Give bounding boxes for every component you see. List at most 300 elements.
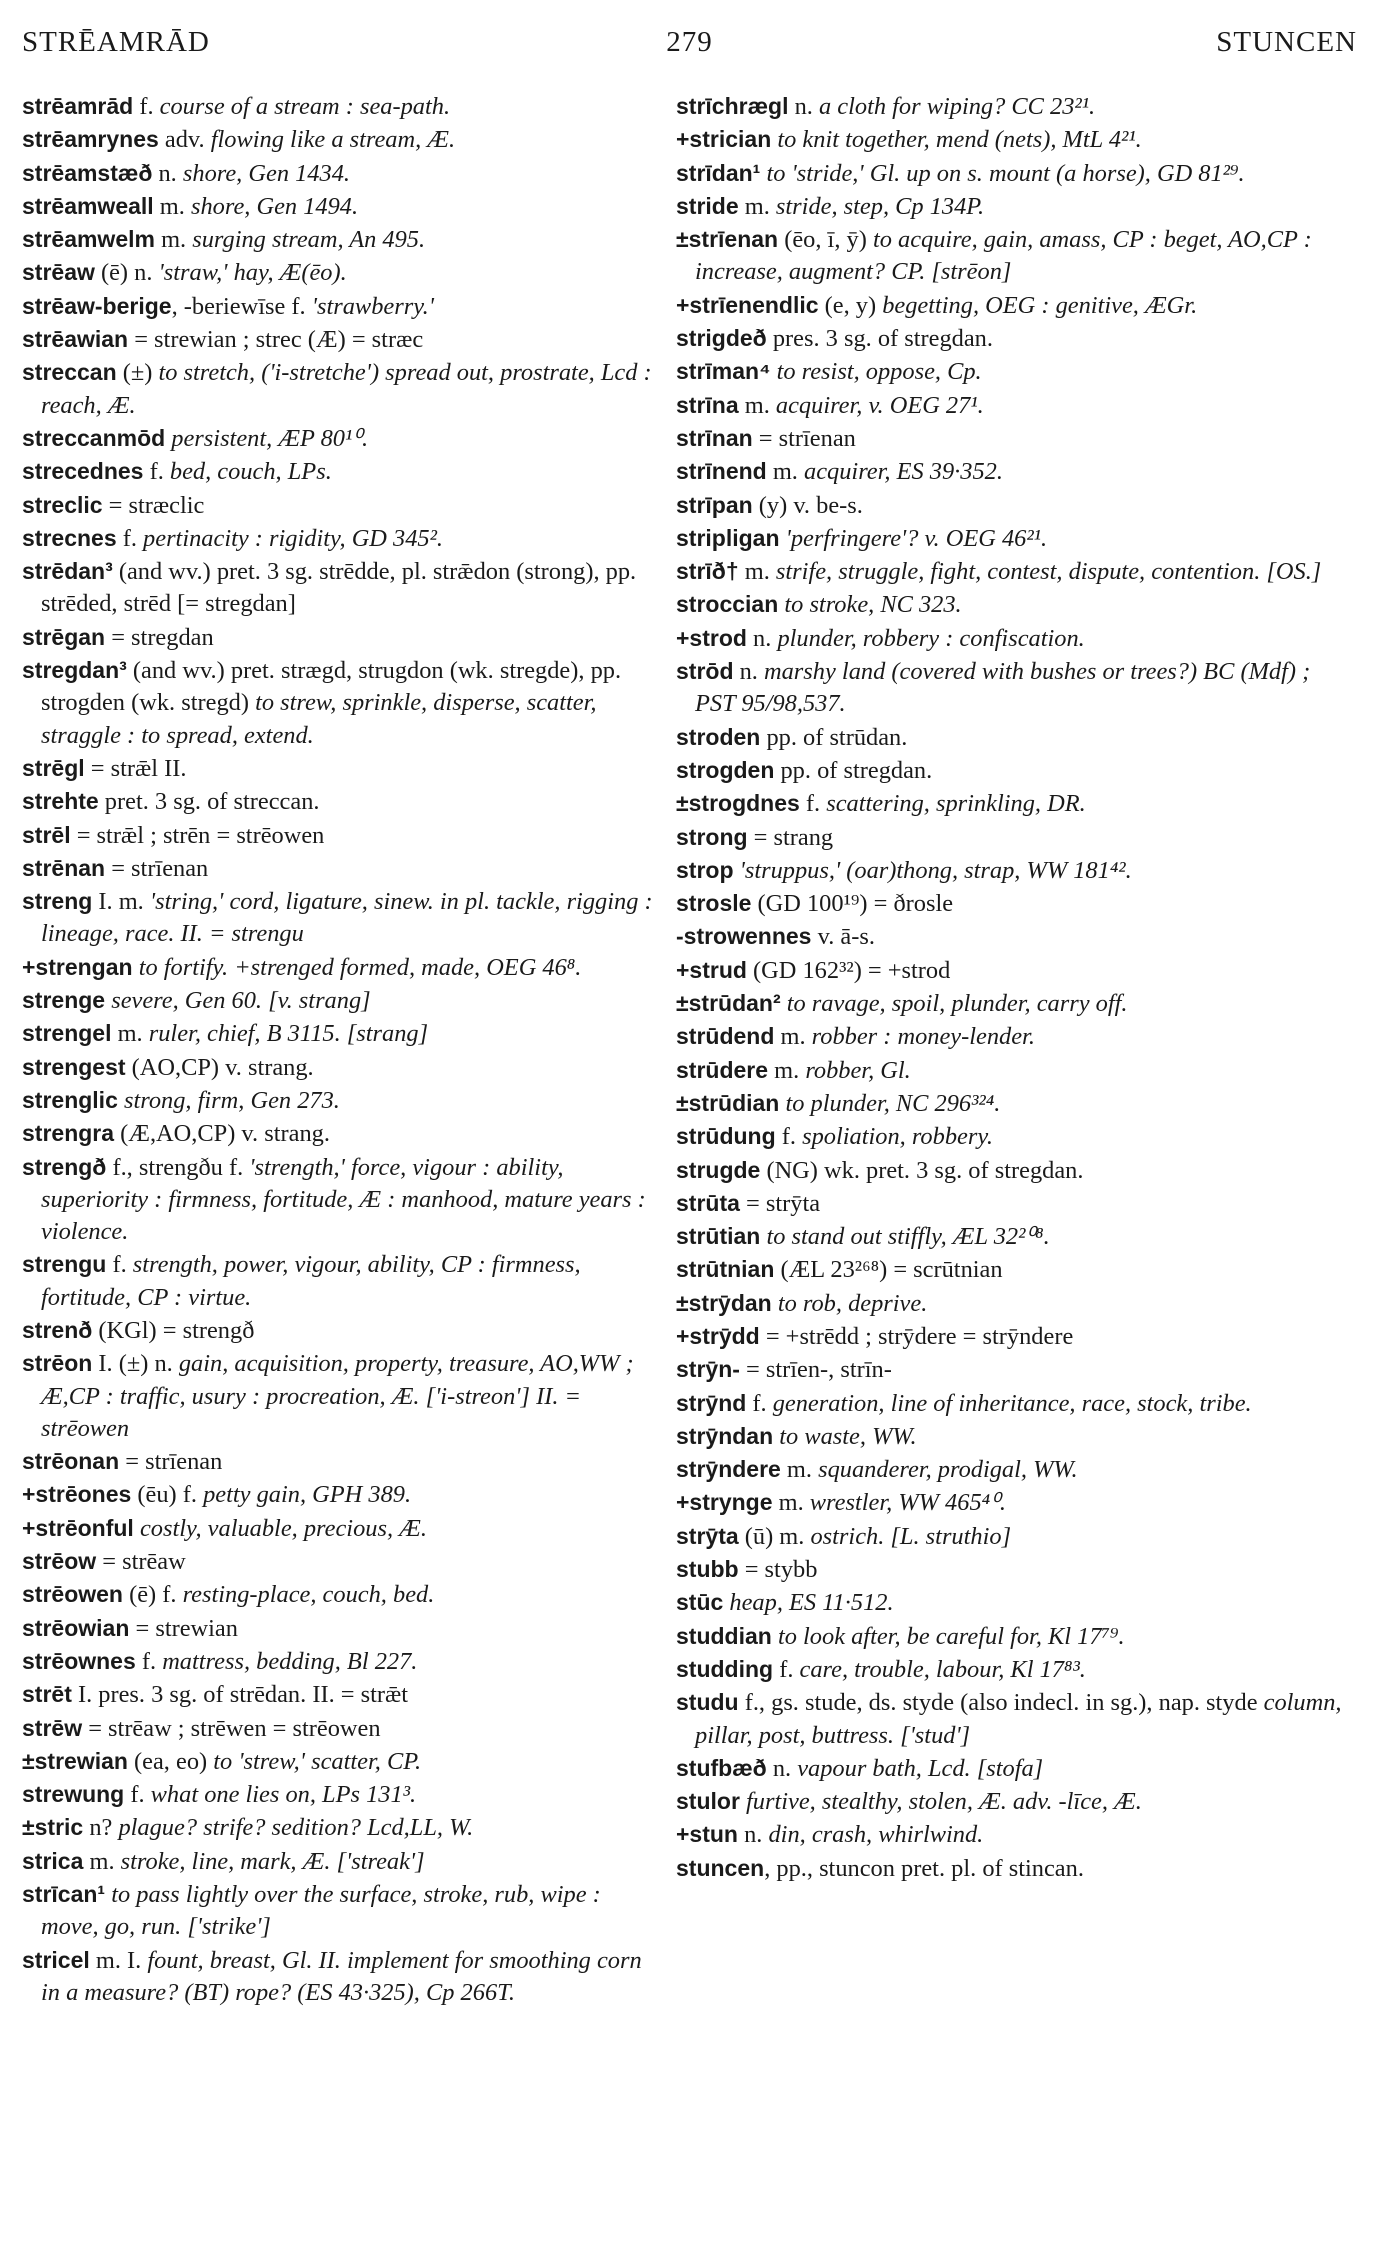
- grammar-note: pret. 3 sg. of streccan.: [98, 788, 320, 816]
- dictionary-entry: [22, 621, 662, 654]
- headword: strīdan¹: [676, 159, 761, 186]
- grammar-note: m.: [780, 1456, 819, 1484]
- headword: stripligan: [676, 524, 780, 551]
- headword: strenge: [22, 987, 106, 1014]
- headword: +strīenendlic: [676, 291, 819, 318]
- headword: strūtian: [676, 1223, 761, 1250]
- grammar-note: n.: [788, 93, 819, 120]
- dictionary-entry: [22, 90, 662, 123]
- dictionary-entry: [22, 852, 662, 885]
- gloss: to stand out stiffly, ÆL 32²⁰⁸.: [766, 1223, 1050, 1251]
- grammar-note: m.: [83, 1847, 121, 1875]
- dictionary-entry: [22, 522, 662, 555]
- grammar-note: = strīenan: [105, 854, 209, 882]
- grammar-note: f.: [746, 1389, 773, 1417]
- grammar-note: f.: [124, 1781, 151, 1809]
- headword: strīna: [676, 391, 739, 418]
- headword: strengra: [22, 1120, 115, 1147]
- dictionary-entry: [22, 1545, 662, 1578]
- headword: strīð†: [676, 558, 739, 585]
- gloss: to rob, deprive.: [777, 1289, 928, 1317]
- gloss: resting-place, couch, bed.: [182, 1581, 435, 1609]
- dictionary-entry: [22, 223, 662, 256]
- grammar-note: = strīenan: [752, 424, 856, 452]
- grammar-note: (ea, eo): [127, 1747, 214, 1775]
- gloss: strength, power, vigour, ability, CP : firmness, fortitude, CP : virtue.: [41, 1251, 581, 1311]
- headword: strēow: [22, 1548, 97, 1575]
- headword: strenglic: [22, 1086, 118, 1113]
- page-header: [22, 14, 1357, 64]
- headword: +strēones: [22, 1481, 132, 1508]
- grammar-note: = strīen-, strīn-: [739, 1356, 892, 1384]
- grammar-note: adv.: [158, 126, 211, 154]
- grammar-note: v. ā-s.: [811, 923, 875, 951]
- grammar-note: , -beriewīse f.: [171, 292, 312, 320]
- dictionary-entry: [22, 1811, 662, 1844]
- gloss: to knit together, mend (nets), MtL 4²¹.: [777, 126, 1142, 154]
- grammar-note: m.: [738, 391, 776, 419]
- dictionary-entry: [676, 1520, 1356, 1553]
- dictionary-entry: [22, 1612, 662, 1645]
- headword: strēgl: [22, 754, 85, 781]
- gloss: gain, acquisition, property, treasure, AO,WW ; Æ,CP : traffic, usury : procreation, Æ. ['i-streon'] II. = strēowen: [41, 1350, 634, 1442]
- dictionary-entry: [676, 1553, 1356, 1586]
- grammar-note: (and wv.) pret. 3 sg. strēdde, pl. strǣdon (strong), pp. strēded, strēd [= stregdan]: [41, 558, 637, 618]
- dictionary-entry: [676, 489, 1356, 522]
- headword: strȳn-: [676, 1356, 740, 1383]
- gloss: 'struppus,' (oar)thong, strap, WW 181⁴².: [739, 856, 1132, 884]
- gloss: stroke, line, mark, Æ. ['streak']: [120, 1847, 425, 1875]
- headword: strȳndan: [676, 1422, 774, 1449]
- gloss: what one lies on, LPs 131³.: [150, 1781, 417, 1809]
- gloss: to pass lightly over the surface, stroke, rub, wipe : move, go, run. ['strike']: [41, 1881, 601, 1941]
- gloss: to resist, oppose, Cp.: [776, 358, 982, 386]
- headword: strugde: [676, 1156, 761, 1183]
- headword: streng: [22, 888, 93, 915]
- grammar-note: = strīenan: [119, 1448, 223, 1476]
- dictionary-entry: [676, 1187, 1356, 1220]
- headword: ±strogdnes: [676, 790, 800, 817]
- gloss: spoliation, robbery.: [802, 1123, 993, 1151]
- gloss: strong, firm, Gen 273.: [123, 1086, 340, 1114]
- gloss: flowing like a stream, Æ.: [210, 126, 456, 154]
- headword: stricel: [22, 1946, 90, 1973]
- grammar-note: = stræclic: [102, 491, 205, 519]
- dictionary-entry: [676, 1253, 1356, 1286]
- headword: studu: [676, 1689, 739, 1716]
- dictionary-entry: [676, 821, 1356, 854]
- dictionary-entry: [676, 422, 1356, 455]
- gloss: to fortify. +strenged formed, made, OEG 46⁸.: [138, 953, 582, 981]
- headword: strēowen: [22, 1581, 123, 1608]
- grammar-note: m.: [738, 558, 776, 586]
- dictionary-entry: [676, 1686, 1356, 1752]
- headword: strengel: [22, 1020, 112, 1047]
- grammar-note: I. m.: [92, 888, 150, 916]
- dictionary-entry: [676, 455, 1356, 488]
- dictionary-entry: [22, 1478, 662, 1511]
- dictionary-entry: [676, 1120, 1356, 1153]
- gloss: furtive, stealthy, stolen, Æ. adv. -līce, Æ.: [746, 1788, 1142, 1816]
- headword: stroden: [676, 723, 761, 750]
- headword: streccanmōd: [22, 424, 166, 451]
- gloss: bed, couch, LPs.: [169, 458, 332, 486]
- right-guide-word: STUNCEN: [1216, 26, 1357, 58]
- dictionary-entry: [676, 1054, 1356, 1087]
- dictionary-entry: [676, 1818, 1356, 1851]
- left-column: [22, 90, 662, 2243]
- gloss: strife, struggle, fight, contest, dispute, contention. [OS.]: [775, 558, 1322, 586]
- headword: strop: [676, 856, 734, 883]
- headword: +strynge: [676, 1489, 773, 1516]
- headword: strenð: [22, 1316, 93, 1343]
- grammar-note: = strǣl ; strēn = strēowen: [70, 821, 325, 849]
- dictionary-entry: [22, 1248, 662, 1314]
- grammar-note: (ēu) f.: [131, 1481, 204, 1509]
- gloss: column, pillar, post, buttress. ['stud']: [695, 1689, 1342, 1749]
- dictionary-entry: [22, 190, 662, 223]
- dictionary-entry: [676, 157, 1356, 190]
- gloss: ostrich. [L. struthio]: [810, 1522, 1012, 1550]
- headword: strēgan: [22, 623, 106, 650]
- gloss: din, crash, whirlwind.: [768, 1821, 984, 1849]
- gloss: to 'strew,' scatter, CP.: [213, 1747, 422, 1775]
- dictionary-entry: [22, 123, 662, 156]
- left-guide-word: STRĒAMRĀD: [22, 26, 210, 58]
- grammar-note: f.: [143, 458, 170, 486]
- grammar-note: (ē) f.: [122, 1581, 183, 1609]
- grammar-note: n?: [83, 1814, 119, 1842]
- headword: strogden: [676, 756, 775, 783]
- headword: ±strewian: [22, 1747, 128, 1774]
- headword: strēl: [22, 821, 71, 848]
- dictionary-entry: [676, 555, 1356, 588]
- headword: strica: [22, 1847, 84, 1874]
- headword: strehte: [22, 788, 99, 815]
- dictionary-entry: [676, 920, 1356, 953]
- grammar-note: m. I.: [89, 1946, 148, 1974]
- headword: strūta: [676, 1189, 740, 1216]
- gloss: robber : money-lender.: [811, 1023, 1035, 1051]
- dictionary-entry: [676, 123, 1356, 156]
- grammar-note: (NG) wk. pret. 3 sg. of stregdan.: [760, 1156, 1084, 1184]
- headword: strȳnd: [676, 1389, 747, 1416]
- headword: strȳndere: [676, 1456, 781, 1483]
- headword: +strengan: [22, 953, 133, 980]
- headword: streclic: [22, 491, 103, 518]
- grammar-note: m.: [154, 226, 193, 254]
- headword: strēnan: [22, 854, 106, 881]
- dictionary-entry: [676, 190, 1356, 223]
- grammar-note: (GD 162³²) = +strod: [746, 956, 951, 984]
- right-column: [676, 90, 1356, 2243]
- headword: ±stric: [22, 1814, 84, 1841]
- dictionary-entry: [676, 1420, 1356, 1453]
- grammar-note: (ÆL 23²⁶⁸) = scrūtnian: [774, 1256, 1003, 1284]
- headword: stūc: [676, 1589, 724, 1616]
- headword: strēowian: [22, 1614, 130, 1641]
- dictionary-entry: [676, 1320, 1356, 1353]
- headword: strengu: [22, 1251, 107, 1278]
- dictionary-entry: [676, 1087, 1356, 1120]
- dictionary-entry: [22, 951, 662, 984]
- headword: strēaw: [22, 259, 95, 286]
- grammar-note: (±): [116, 359, 159, 387]
- dictionary-entry: [22, 1084, 662, 1117]
- dictionary-entry: [676, 1620, 1356, 1653]
- headword: studdian: [676, 1622, 772, 1649]
- gloss: vapour bath, Lcd. [stofa]: [797, 1754, 1044, 1782]
- dictionary-entry: [676, 1154, 1356, 1187]
- gloss: robber, Gl.: [805, 1056, 911, 1084]
- grammar-note: f.: [775, 1123, 803, 1151]
- headword: +strȳdd: [676, 1322, 760, 1349]
- gloss: scattering, sprinkling, DR.: [826, 790, 1086, 818]
- gloss: generation, line of inheritance, race, stock, tribe.: [772, 1389, 1252, 1417]
- dictionary-entry: [22, 422, 662, 455]
- dictionary-entry: [22, 1578, 662, 1611]
- dictionary-entry: [22, 984, 662, 1017]
- dictionary-entry: [676, 355, 1356, 388]
- gloss: to stroke, NC 323.: [784, 591, 962, 619]
- headword: strīnend: [676, 458, 767, 485]
- grammar-note: n.: [733, 658, 764, 686]
- grammar-note: = +strēdd ; strȳdere = strȳndere: [759, 1322, 1074, 1350]
- grammar-note: = strang: [747, 823, 834, 851]
- dictionary-entry: [22, 1117, 662, 1150]
- gloss: to stretch, ('i-stretche') spread out, prostrate, Lcd : reach, Æ.: [41, 359, 652, 419]
- headword: strēt: [22, 1681, 72, 1708]
- gloss: wrestler, WW 465⁴⁰.: [809, 1489, 1006, 1517]
- dictionary-entry: [22, 1314, 662, 1347]
- grammar-note: n.: [737, 1821, 769, 1849]
- dictionary-entry: [676, 754, 1356, 787]
- grammar-note: = strewian: [129, 1614, 238, 1642]
- grammar-note: f., gs. stude, ds. styde (also indecl. in sg.), nap. styde: [738, 1689, 1264, 1717]
- gloss: to acquire, gain, amass, CP : beget, AO,CP : increase, augment? CP. [strēon]: [695, 226, 1312, 286]
- gloss: mattress, bedding, Bl 227.: [162, 1647, 418, 1675]
- gloss: ruler, chief, B 3115. [strang]: [148, 1020, 429, 1048]
- grammar-note: = strewian ; strec (Æ) = stræc: [128, 326, 424, 354]
- dictionary-entry: [22, 1845, 662, 1878]
- gloss: fount, breast, Gl. II. implement for smoothing corn in a measure? (BT) rope? (ES 43·325), Cp 266T.: [41, 1946, 642, 2006]
- gloss: plunder, robbery : confiscation.: [777, 624, 1085, 652]
- grammar-note: n.: [766, 1754, 798, 1782]
- grammar-note: I. (±) n.: [92, 1350, 179, 1378]
- dictionary-entry: [676, 1453, 1356, 1486]
- dictionary-entry: [676, 322, 1356, 355]
- grammar-note: = stregdan: [105, 623, 214, 651]
- gloss: costly, valuable, precious, Æ.: [139, 1514, 427, 1542]
- gloss: 'straw,' hay, Æ(ēo).: [158, 259, 347, 287]
- dictionary-entry: [22, 356, 662, 422]
- grammar-note: m.: [766, 458, 804, 486]
- grammar-note: pp. of stregdan.: [774, 756, 933, 784]
- headword: stulor: [676, 1788, 740, 1815]
- grammar-note: (ēo, ī, ȳ): [778, 226, 873, 254]
- grammar-note: m.: [738, 192, 776, 220]
- grammar-note: f.: [799, 790, 827, 818]
- dictionary-entry: [676, 522, 1356, 555]
- grammar-note: (Æ,AO,CP) v. strang.: [114, 1120, 330, 1148]
- headword: strūdung: [676, 1123, 776, 1150]
- grammar-note: , pp., stuncon pret. pl. of stincan.: [764, 1854, 1084, 1882]
- grammar-note: pp. of strūdan.: [760, 723, 908, 751]
- grammar-note: m.: [772, 1489, 810, 1517]
- dictionary-entry: [676, 987, 1356, 1020]
- grammar-note: n.: [152, 159, 183, 187]
- headword: strīnan: [676, 424, 753, 451]
- dictionary-entry: [22, 256, 662, 289]
- dictionary-entry: [676, 954, 1356, 987]
- gloss: persistent, ÆP 80¹⁰.: [171, 424, 369, 452]
- headword: strēon: [22, 1350, 93, 1377]
- dictionary-entry: [676, 588, 1356, 621]
- gloss: begetting, OEG : genitive, ÆGr.: [882, 291, 1198, 319]
- dictionary-entry: [676, 1220, 1356, 1253]
- headword: ±strȳdan: [676, 1289, 772, 1316]
- grammar-note: m.: [774, 1023, 812, 1051]
- grammar-note: = strǣl II.: [84, 754, 187, 782]
- gloss: squanderer, prodigal, WW.: [818, 1456, 1078, 1484]
- headword: strigdeð: [676, 325, 767, 352]
- dictionary-entry: [22, 455, 662, 488]
- headword: strēdan³: [22, 558, 113, 585]
- headword: +stun: [676, 1821, 738, 1848]
- gloss: to 'stride,' Gl. up on s. mount (a horse), GD 81²⁹.: [766, 159, 1245, 187]
- dictionary-entry: [22, 1512, 662, 1545]
- gloss: shore, Gen 1494.: [190, 192, 359, 220]
- dictionary-entry: [22, 1745, 662, 1778]
- grammar-note: (e, y): [818, 291, 883, 319]
- grammar-note: (AO,CP) v. strang.: [125, 1053, 314, 1081]
- dictionary-entry: [676, 1353, 1356, 1386]
- headword: stuncen: [676, 1854, 765, 1881]
- dictionary-entry: [22, 323, 662, 356]
- headword: strēamweall: [22, 192, 154, 219]
- dictionary-entry: [676, 289, 1356, 322]
- grammar-note: f.: [773, 1655, 800, 1683]
- headword: strecnes: [22, 524, 117, 551]
- grammar-note: m.: [153, 192, 191, 220]
- headword: stroccian: [676, 591, 779, 618]
- grammar-note: (GD 100¹⁹) = ðrosle: [751, 890, 954, 918]
- grammar-note: f.: [133, 93, 160, 120]
- headword: strīchrægl: [676, 93, 789, 119]
- grammar-note: (ē) n.: [94, 259, 159, 287]
- grammar-note: = strēaw: [96, 1548, 186, 1576]
- dictionary-entry: [676, 1586, 1356, 1619]
- grammar-note: = strȳta: [739, 1189, 821, 1217]
- headword: strengð: [22, 1153, 107, 1180]
- dictionary-entry: [22, 819, 662, 852]
- dictionary-entry: [22, 290, 662, 323]
- dictionary-entry: [22, 752, 662, 785]
- grammar-note: (y) v. be-s.: [752, 491, 863, 519]
- grammar-note: (and wv.) pret. strægd, strugdon (wk. stregde), pp. strogden (wk. stregd): [41, 657, 622, 717]
- headword: strīpan: [676, 491, 753, 518]
- gloss: 'strawberry.': [311, 292, 434, 320]
- dictionary-entry: [676, 90, 1356, 123]
- headword: strōd: [676, 658, 734, 685]
- headword: stubb: [676, 1556, 739, 1583]
- gloss: a cloth for wiping? CC 23²¹.: [818, 93, 1096, 120]
- headword: strēamstæð: [22, 159, 153, 186]
- gloss: plague? strife? sedition? Lcd,LL, W.: [118, 1814, 474, 1842]
- headword: strēamrād: [22, 93, 134, 119]
- dictionary-entry: [22, 1878, 662, 1944]
- gloss: 'strength,' force, vigour : ability, superiority : firmness, fortitude, Æ : manhood, mature years : violence.: [41, 1153, 646, 1246]
- headword: +strēonful: [22, 1514, 134, 1541]
- dictionary-entry: [676, 622, 1356, 655]
- grammar-note: I. pres. 3 sg. of strēdan. II. = strǣt: [71, 1681, 409, 1709]
- grammar-note: = strēaw ; strēwen = strēowen: [82, 1714, 381, 1742]
- headword: strēownes: [22, 1647, 136, 1674]
- gloss: care, trouble, labour, Kl 17⁸³.: [799, 1655, 1086, 1683]
- gloss: marshy land (covered with bushes or trees?) BC (Mdf) ; PST 95/98,537.: [695, 658, 1311, 718]
- gloss: to look after, be careful for, Kl 17⁷⁹.: [777, 1622, 1125, 1650]
- grammar-note: n.: [746, 624, 778, 652]
- headword: strosle: [676, 890, 752, 917]
- dictionary-entry: [22, 1017, 662, 1050]
- headword: strīman⁴: [676, 358, 771, 385]
- headword: strengest: [22, 1053, 126, 1080]
- dictionary-entry: [22, 654, 662, 752]
- headword: strūdere: [676, 1056, 769, 1083]
- dictionary-entry: [22, 885, 662, 951]
- page-number: 279: [666, 26, 713, 58]
- grammar-note: m.: [111, 1020, 149, 1048]
- dictionary-entry: [22, 785, 662, 818]
- dictionary-entry: [22, 555, 662, 621]
- gloss: to plunder, NC 296³²⁴.: [785, 1089, 1001, 1117]
- dictionary-entry: [22, 1712, 662, 1745]
- headword: strēonan: [22, 1448, 120, 1475]
- dictionary-entry: [676, 223, 1356, 289]
- gloss: pertinacity : rigidity, GD 345².: [143, 524, 444, 552]
- headword: strūdend: [676, 1023, 775, 1050]
- grammar-note: f.: [116, 524, 144, 552]
- headword: +strud: [676, 956, 747, 983]
- headword: ±strūdian: [676, 1089, 780, 1116]
- grammar-note: f.: [106, 1251, 133, 1279]
- dictionary-entry: [676, 655, 1356, 721]
- headword: +strod: [676, 624, 747, 651]
- gloss: stride, step, Cp 134P.: [775, 192, 985, 220]
- headword: strūtnian: [676, 1256, 775, 1283]
- gloss: heap, ES 11·512.: [729, 1589, 894, 1617]
- headword: strēw: [22, 1714, 83, 1741]
- dictionary-entry: [676, 787, 1356, 820]
- grammar-note: = stybb: [738, 1556, 818, 1584]
- dictionary-entry: [676, 1020, 1356, 1053]
- grammar-note: f.: [135, 1647, 163, 1675]
- dictionary-entry: [676, 887, 1356, 920]
- dictionary-entry: [22, 1151, 662, 1249]
- headword: strong: [676, 823, 748, 850]
- headword: stregdan³: [22, 657, 127, 684]
- grammar-note: pres. 3 sg. of stregdan.: [766, 325, 993, 353]
- gloss: 'string,' cord, ligature, sinew. in pl. tackle, rigging : lineage, race. II. = strengu: [41, 888, 653, 948]
- headword: stufbæð: [676, 1754, 767, 1781]
- gloss: surging stream, An 495.: [192, 226, 426, 254]
- headword: strēaw-berige: [22, 292, 172, 319]
- headword: ±strīenan: [676, 226, 779, 253]
- headword: strēamrynes: [22, 126, 159, 153]
- dictionary-entry: [676, 1287, 1356, 1320]
- dictionary-entry: [22, 157, 662, 190]
- headword: studding: [676, 1655, 774, 1682]
